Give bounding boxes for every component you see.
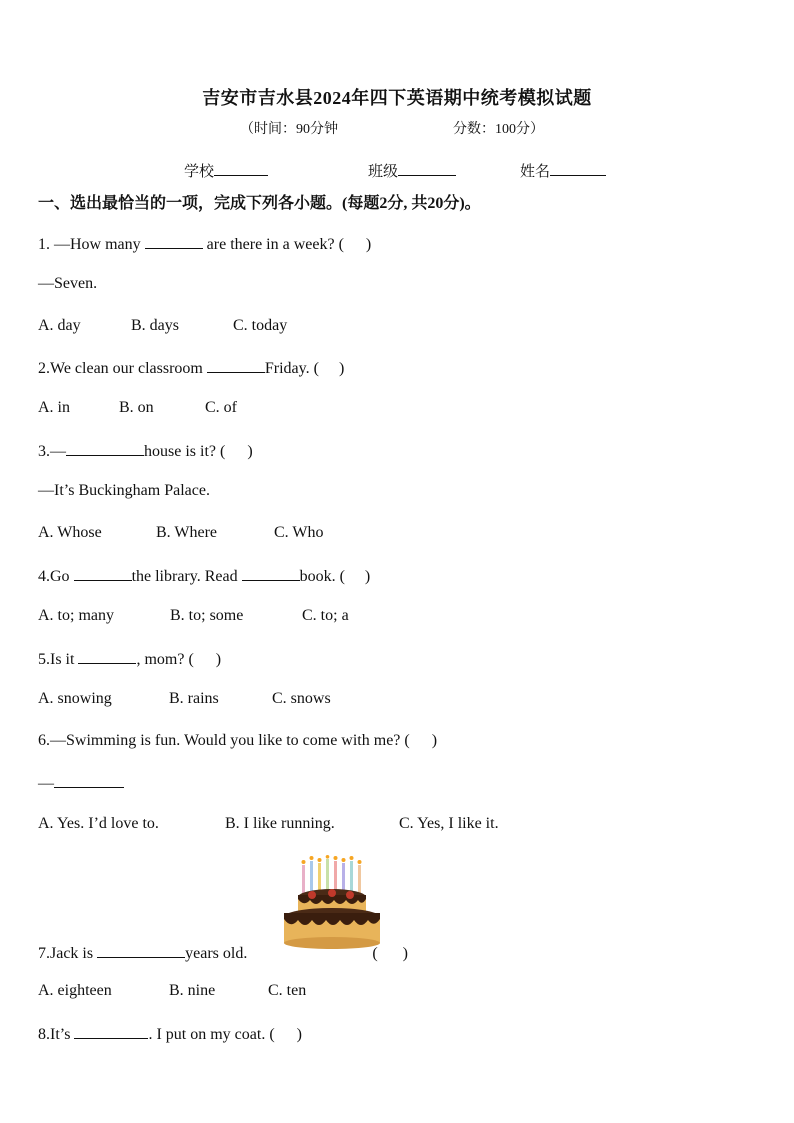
option-b[interactable]: B. days [131,317,179,334]
school-field [184,160,268,181]
exam-title: 吉安市吉水县2024年四下英语期中统考模拟试题 [202,88,592,108]
option-a[interactable]: A. to; many [38,607,114,624]
question-6 [38,732,437,750]
question-6-reply [38,773,124,793]
question-text: ) [296,1026,302,1043]
answer-blank[interactable] [54,773,124,788]
question-text: 3.— [38,443,66,460]
option-c[interactable]: C. of [205,399,237,416]
answer-blank[interactable] [97,943,185,958]
question-2-options [38,399,237,417]
question-text: years old. [185,945,248,962]
question-text: ) [431,732,438,749]
question-text: ) [365,236,372,253]
exam-time: （时间：90分钟 [240,122,338,137]
name-blank[interactable] [550,161,606,176]
option-a[interactable]: A. snowing [38,690,112,707]
candles [302,855,362,895]
option-b[interactable]: B. on [119,399,154,416]
option-b[interactable]: B. I like running. [225,815,335,832]
birthday-cake-icon [282,855,382,951]
question-6-options [38,815,499,833]
option-b[interactable]: B. rains [169,690,219,707]
class-field [368,160,456,181]
question-text: the library. Read [131,568,238,585]
answer-blank[interactable] [145,234,203,249]
question-2 [38,358,344,378]
question-text: ) [247,443,253,460]
option-c[interactable]: C. today [233,317,288,334]
option-c[interactable]: C. Who [274,524,324,541]
question-text: Friday. ( [264,360,319,377]
question-text: ) [364,568,371,585]
question-text: ) [215,651,222,668]
question-4 [38,566,370,586]
question-text: book. ( [299,568,345,585]
question-text: 4.Go [38,568,70,585]
question-text: 8.It’s [38,1026,71,1043]
option-c[interactable]: C. ten [268,982,307,999]
name-field [520,160,606,181]
question-5 [38,649,221,669]
question-text: ( [372,945,378,962]
question-text: 5.Is it [38,651,75,668]
question-text: 1. —How many [38,236,141,253]
section-title: 一、选出最恰当的一项，完成下列各小题。(每题2分, 共20分)。 [38,195,481,212]
question-3 [38,441,253,461]
school-blank[interactable] [214,161,268,176]
question-1 [38,234,371,254]
option-a[interactable]: A. eighteen [38,982,112,999]
question-7-options [38,982,306,1000]
name-label: 姓名 [520,164,551,180]
question-text: 2.We clean our classroom [38,360,203,377]
question-text: , mom? ( [136,651,194,668]
option-a[interactable]: A. Yes. I’d love to. [38,815,159,832]
answer-blank[interactable] [66,441,144,456]
question-4-options [38,607,349,625]
option-b[interactable]: B. Where [156,524,218,541]
exam-score: 分数：100分） [453,122,544,137]
question-text: ) [338,360,345,377]
question-text: ) [402,945,408,962]
class-blank[interactable] [398,161,456,176]
question-8 [38,1024,302,1044]
school-label: 学校 [184,164,215,180]
option-c[interactable]: C. Yes, I like it. [399,815,499,832]
option-b[interactable]: B. nine [169,982,216,999]
question-text: are there in a week? ( [206,236,344,253]
question-text: 6.—Swimming is fun. Would you like to come with me? ( [38,732,410,749]
question-text: . I put on my coat. ( [148,1026,275,1043]
question-5-options [38,690,331,708]
question-text: — [38,775,54,792]
answer-blank[interactable] [78,649,136,664]
question-text: 7.Jack is [38,945,94,962]
question-3-options [38,524,323,542]
answer-blank[interactable] [74,566,132,581]
question-7 [38,943,408,963]
class-label: 班级 [368,164,399,180]
option-a[interactable]: A. Whose [38,524,102,541]
option-c[interactable]: C. snows [272,690,331,707]
question-3-reply: —It’s Buckingham Palace. [38,482,210,499]
answer-blank[interactable] [242,566,300,581]
answer-blank[interactable] [207,358,265,373]
option-b[interactable]: B. to; some [170,607,244,624]
option-c[interactable]: C. to; a [302,607,349,624]
option-a[interactable]: A. in [38,399,70,416]
option-a[interactable]: A. day [38,317,81,334]
answer-blank[interactable] [74,1024,148,1039]
question-1-reply: —Seven. [38,275,98,292]
question-text: house is it? ( [144,443,226,460]
question-1-options [38,317,287,335]
